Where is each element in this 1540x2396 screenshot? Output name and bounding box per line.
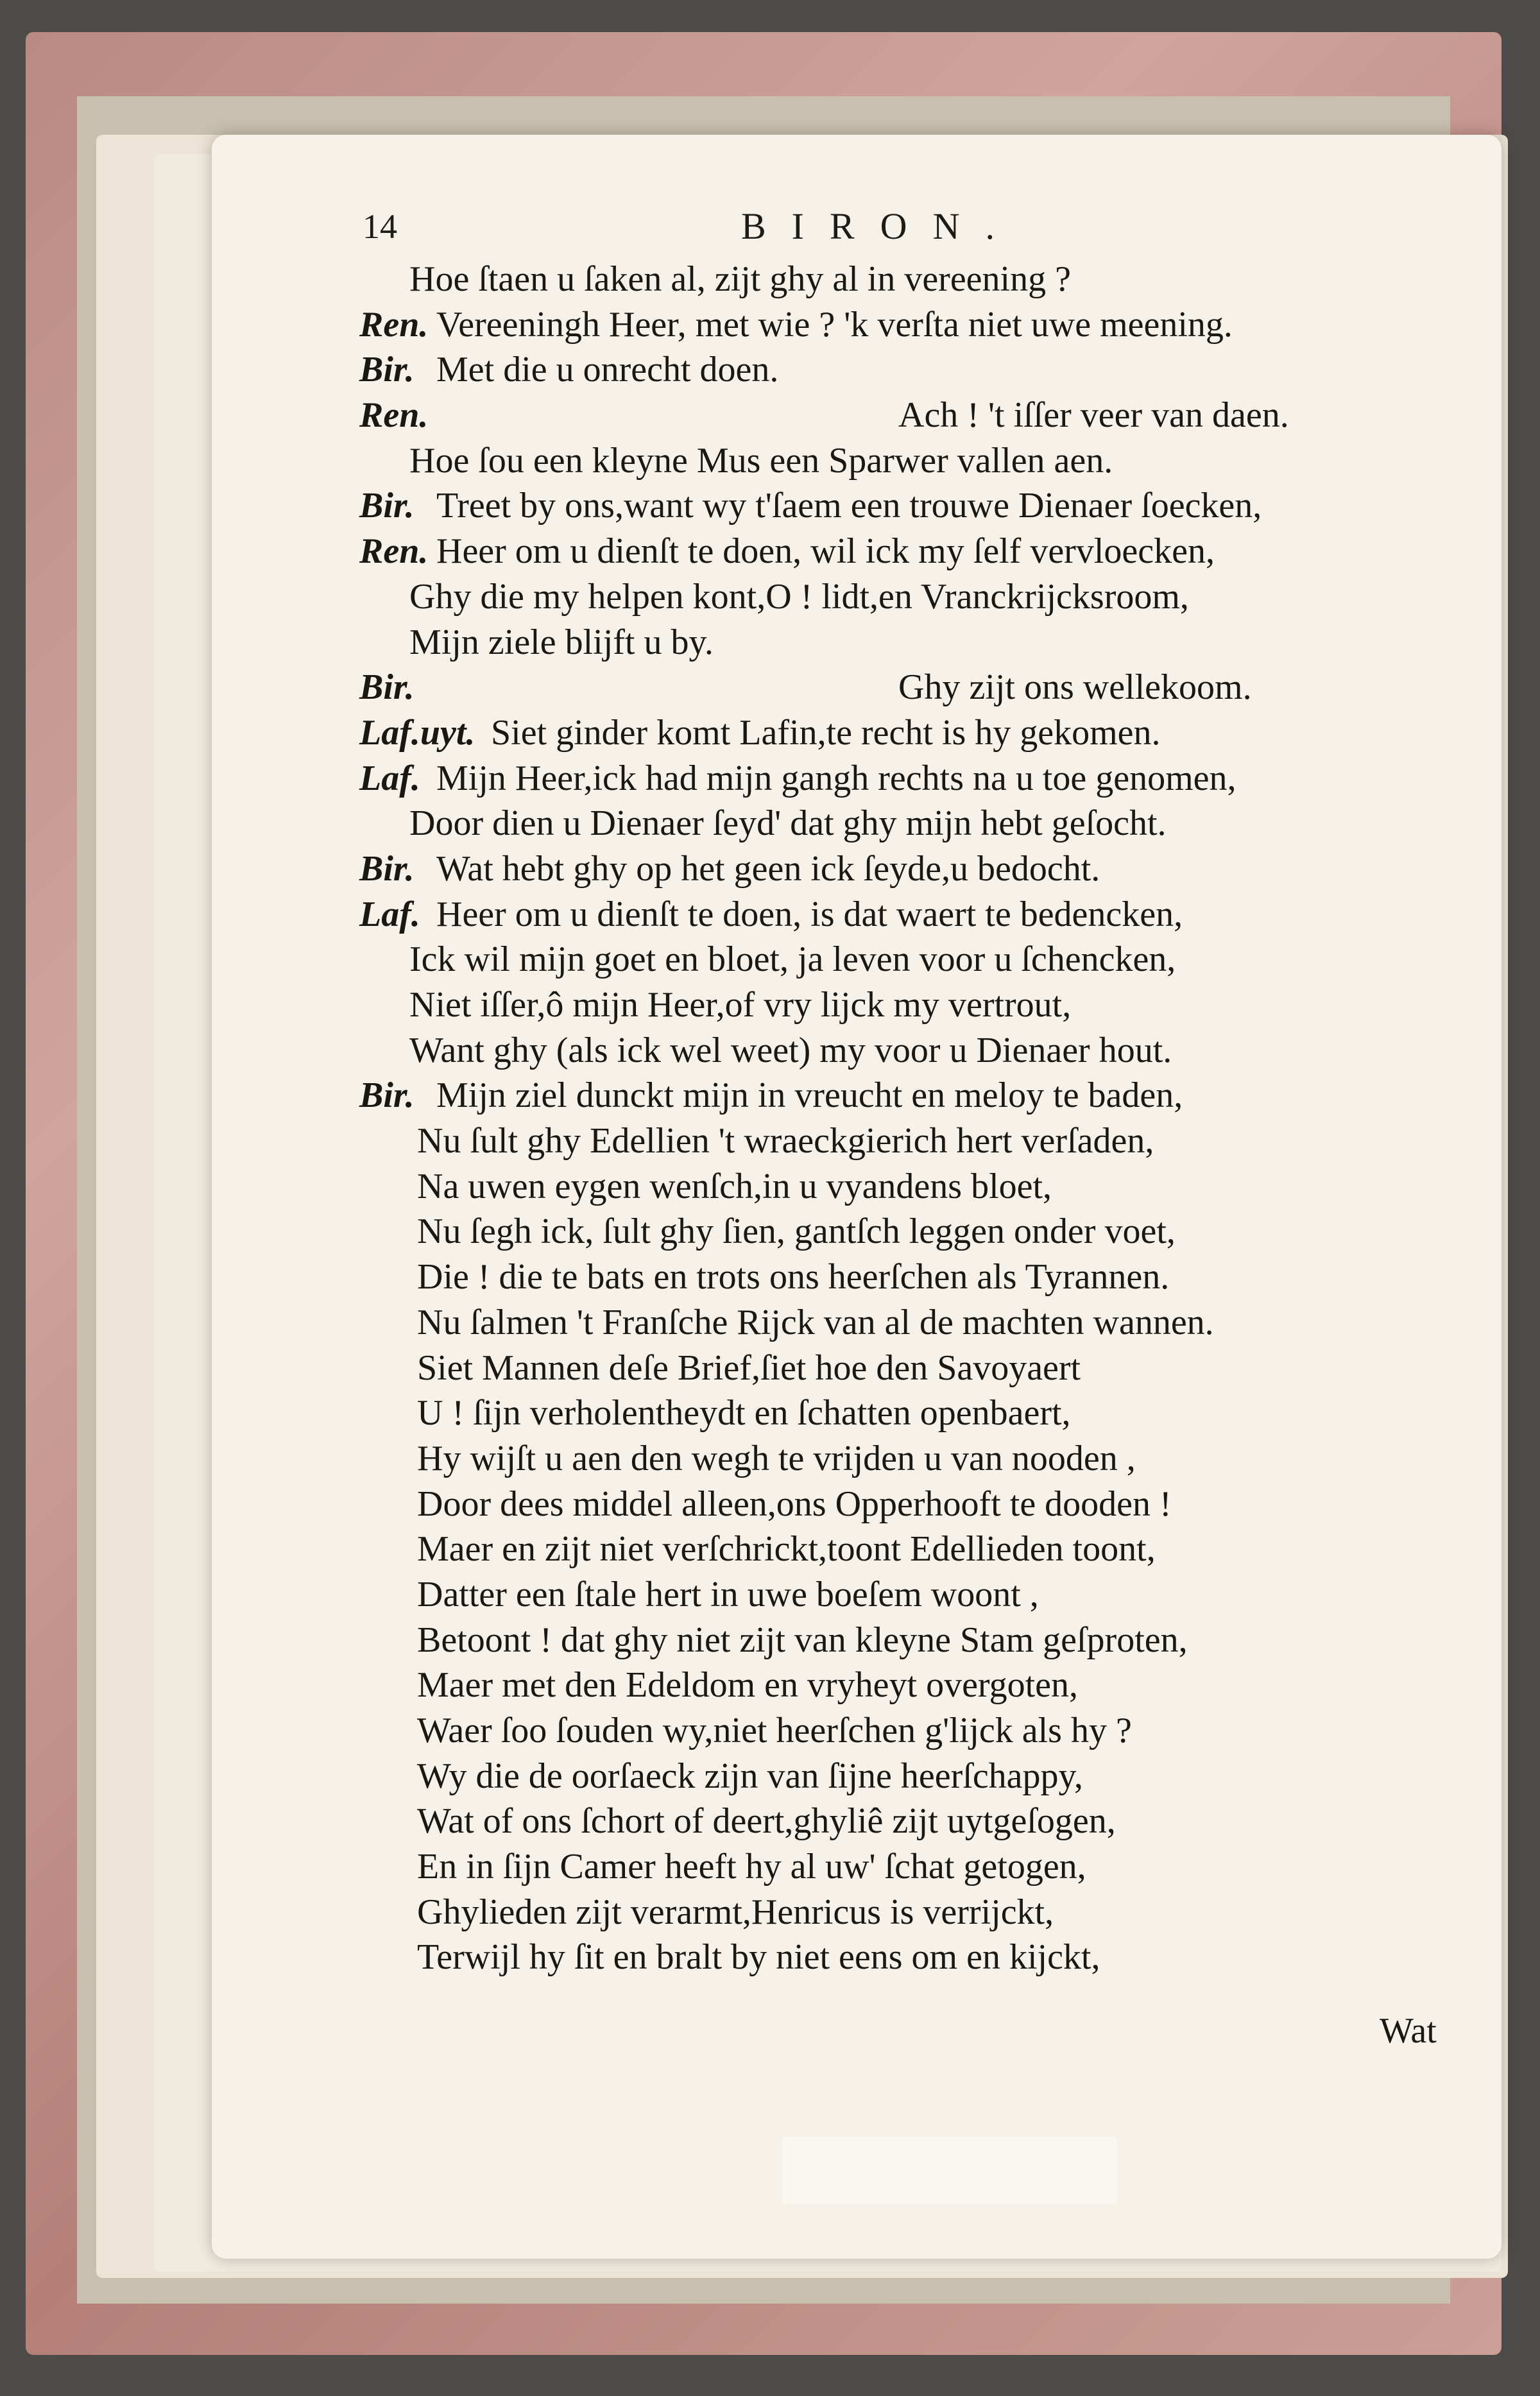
- verse-line: [359, 982, 1463, 1028]
- verse-text-line: Niet iſſer,ô mijn Heer,of vry lijck my vertrout,: [409, 985, 1072, 1025]
- verse-line: [359, 801, 1463, 846]
- speaker-label: Bir.: [359, 486, 415, 526]
- verse-line: [359, 483, 1463, 529]
- verse-line: [359, 620, 1463, 665]
- verse-text-line: Datter een ſtale hert in uwe boeſem woont ,: [417, 1574, 1039, 1614]
- speaker-label: Ren.: [359, 531, 429, 572]
- verse-text-line: Ick wil mijn goet en bloet, ja leven voor u ſchencken,: [409, 939, 1176, 980]
- verse-line: [359, 438, 1463, 484]
- speaker-label: Bir.: [359, 848, 415, 889]
- verse-line: [359, 529, 1463, 574]
- verse-text-line: Met die u onrecht doen.: [436, 350, 779, 390]
- verse-text-line: Ghy zijt ons wellekoom.: [898, 667, 1252, 708]
- verse-text-line: Waer ſoo ſouden wy,niet heerſchen g'lijck als hy ?: [417, 1711, 1132, 1750]
- verse-line: [359, 393, 1463, 438]
- running-title: BIRON.: [741, 205, 1020, 247]
- verse-text-line: Treet by ons,want wy t'ſaem een trouwe Dienaer ſoecken,: [436, 486, 1262, 526]
- verse-text-line: Door dees middel alleen,ons Opperhooft te dooden !: [417, 1484, 1172, 1524]
- verse-text-line: Mijn ziel dunckt mijn in vreucht en meloy te baden,: [436, 1075, 1183, 1116]
- verse-text-line: Die ! die te bats en trots ons heerſchen als Tyrannen.: [417, 1257, 1170, 1297]
- verse-line: [359, 1391, 1463, 1436]
- verse-text-line: Heer om u dienſt te doen, is dat waert te bedencken,: [436, 894, 1183, 934]
- verse-text-line: Maer en zijt niet verſchrickt,toont Edellieden toont,: [417, 1529, 1156, 1570]
- verse-line: [359, 1890, 1463, 1935]
- verse-line: [359, 1754, 1463, 1799]
- verse-text-line: Hoe ſou een kleyne Mus een Sparwer vallen aen.: [409, 440, 1113, 481]
- verse-line: [359, 1844, 1463, 1890]
- verse-line: [359, 1346, 1463, 1391]
- verse-line: [359, 1708, 1463, 1754]
- speaker-label: Laf.: [359, 894, 420, 934]
- speaker-label: Laf.uyt.: [359, 712, 475, 753]
- verse-text-line: Siet ginder komt Lafin,te recht is hy gekomen.: [491, 712, 1161, 753]
- speaker-label: Ren.: [359, 395, 429, 436]
- verse-text: [359, 257, 1463, 1980]
- verse-line: [359, 302, 1463, 348]
- verse-line: [359, 1618, 1463, 1663]
- verse-text-line: Terwijl hy ſit en bralt by niet eens om en kijckt,: [417, 1937, 1100, 1978]
- verse-text-line: Ghy die my helpen kont,O ! lidt,en Vranckrijcksroom,: [409, 576, 1189, 617]
- speaker-label: Bir.: [359, 667, 415, 708]
- verse-text-line: Wat hebt ghy op het geen ick ſeyde,u bedocht.: [436, 848, 1100, 889]
- verse-text-line: Ghylieden zijt verarmt,Henricus is verrijckt,: [417, 1892, 1054, 1932]
- verse-text-line: Maer met den Edeldom en vryheyt overgoten,: [417, 1665, 1078, 1706]
- verse-text-line: Heer om u dienſt te doen, wil ick my ſelf vervloecken,: [436, 531, 1215, 572]
- speaker-label: Bir.: [359, 1075, 415, 1116]
- verse-text-line: Want ghy (als ick wel weet) my voor u Dienaer hout.: [409, 1030, 1172, 1070]
- verse-text-line: Hoe ſtaen u ſaken al, zijt ghy al in vereening ?: [409, 259, 1071, 299]
- verse-line: [359, 1663, 1463, 1708]
- verse-text-line: Na uwen eygen wenſch,in u vyandens bloet,: [417, 1166, 1052, 1206]
- verse-text-line: Nu ſult ghy Edellien 't wraeckgierich hert verſaden,: [417, 1121, 1154, 1161]
- verse-text-line: Betoont ! dat ghy niet zijt van kleyne Stam geſproten,: [417, 1620, 1188, 1660]
- verse-line: [359, 1254, 1463, 1300]
- speaker-label: Ren.: [359, 304, 429, 345]
- verse-line: [359, 937, 1463, 982]
- speaker-label: Laf.: [359, 758, 420, 798]
- verse-text-line: En in ſijn Camer heeft hy al uw' ſchat getogen,: [417, 1847, 1086, 1887]
- verse-text-line: Siet Mannen deſe Brief,ſiet hoe den Savoyaert: [417, 1348, 1081, 1388]
- verse-text-line: Hy wijſt u aen den wegh te vrijden u van nooden ,: [417, 1438, 1136, 1478]
- verse-line: [359, 1935, 1463, 1980]
- verse-text-line: Wy die de oorſaeck zijn van ſijne heerſchappy,: [417, 1756, 1083, 1796]
- verse-line: [359, 1527, 1463, 1572]
- verse-line: [359, 257, 1463, 302]
- verse-line: [359, 1482, 1463, 1527]
- verse-line: [359, 574, 1463, 620]
- verse-line: [359, 1028, 1463, 1074]
- verse-text-line: Vereeningh Heer, met wie ? 'k verſta niet uwe meening.: [436, 304, 1233, 345]
- speaker-label: Bir.: [359, 350, 415, 390]
- verse-line: [359, 710, 1463, 756]
- verse-line: [359, 1118, 1463, 1164]
- verse-line: [359, 756, 1463, 801]
- verse-text-line: Ach ! 't iſſer veer van daen.: [898, 395, 1289, 436]
- verse-line: [359, 1436, 1463, 1482]
- verse-line: [359, 1164, 1463, 1210]
- verse-line: [359, 892, 1463, 937]
- verse-line: [359, 846, 1463, 892]
- verse-line: [359, 1572, 1463, 1618]
- verse-text-line: U ! ſijn verholentheydt en ſchatten openbaert,: [417, 1393, 1071, 1433]
- verse-line: [359, 1209, 1463, 1254]
- verse-text-line: Nu ſegh ick, ſult ghy ſien, gantſch leggen onder voet,: [417, 1211, 1176, 1252]
- verse-text-line: Mijn ziele blijft u by.: [409, 622, 714, 662]
- verse-line: [359, 1300, 1463, 1346]
- verse-text-line: Door dien u Dienaer ſeyd' dat ghy mijn hebt geſocht.: [409, 803, 1167, 844]
- page-number: 14: [363, 207, 397, 246]
- verse-text-line: Nu ſalmen 't Franſche Rijck van al de machten wannen.: [417, 1302, 1214, 1342]
- verse-text-line: Wat of ons ſchort of deert,ghyliê zijt uytgeſogen,: [417, 1801, 1116, 1842]
- verse-line: [359, 347, 1463, 393]
- paper-repair-strip: [783, 2137, 1116, 2204]
- verse-text-line: Mijn Heer,ick had mijn gangh rechts na u toe genomen,: [436, 758, 1236, 798]
- verse-line: [359, 1073, 1463, 1118]
- verse-line: [359, 1799, 1463, 1844]
- verse-line: [359, 665, 1463, 710]
- catchword: Wat: [1380, 2011, 1437, 2051]
